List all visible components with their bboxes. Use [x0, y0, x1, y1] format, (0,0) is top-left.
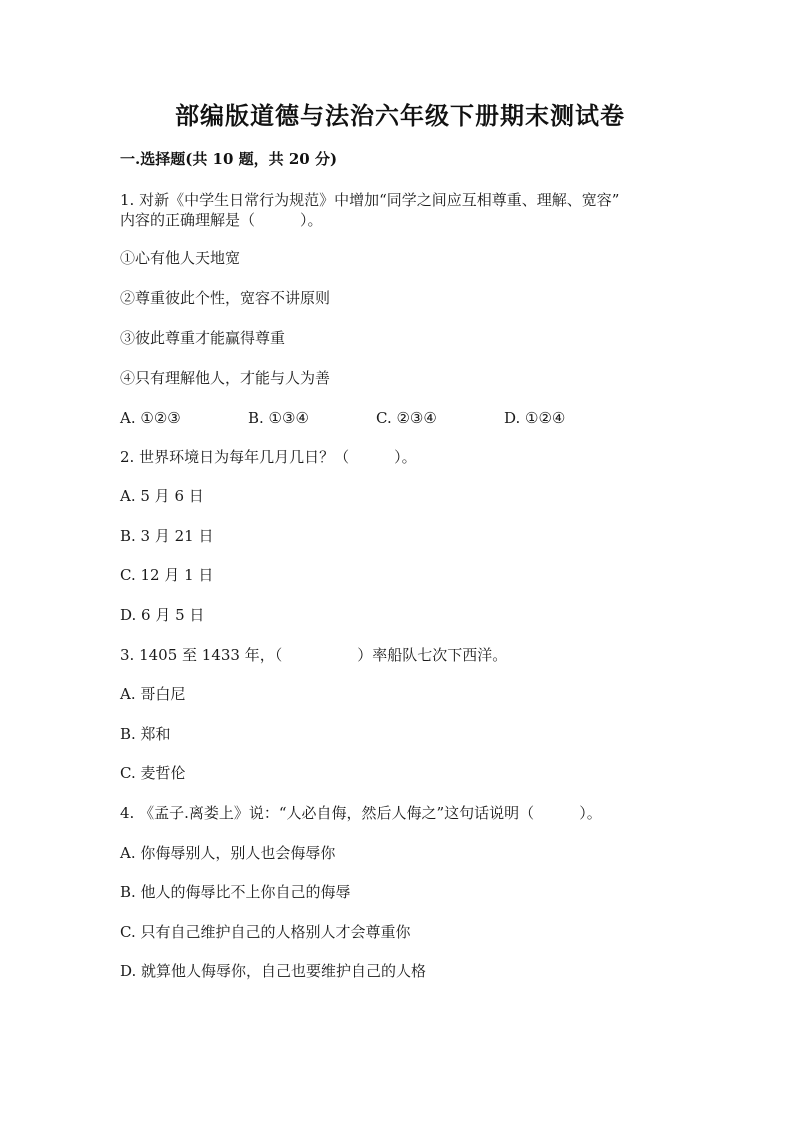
question-1-item-4: ④只有理解他人，才能与人为善	[120, 369, 331, 387]
page-title: 部编版道德与法治六年级下册期末测试卷	[175, 101, 625, 130]
question-4-option-a[interactable]: A. 你侮辱别人，别人也会侮辱你	[120, 844, 336, 862]
section-heading: 一.选择题(共 10 题，共 20 分)	[120, 150, 338, 168]
question-3-stem: 3. 1405 至 1433 年，（ ）率船队七次下西洋。	[120, 646, 508, 664]
question-2-option-d[interactable]: D. 6 月 5 日	[120, 606, 205, 624]
question-4-option-c[interactable]: C. 只有自己维护自己的人格别人才会尊重你	[120, 923, 411, 941]
question-1-item-3: ③彼此尊重才能赢得尊重	[120, 329, 286, 347]
question-1-stem-line-2: 内容的正确理解是（ ）。	[120, 211, 323, 229]
question-2-option-c[interactable]: C. 12 月 1 日	[120, 566, 214, 584]
question-4-stem: 4. 《孟子.离娄上》说：“人必自侮，然后人侮之”这句话说明（ ）。	[120, 804, 602, 822]
question-1-item-2: ②尊重彼此个性，宽容不讲原则	[120, 289, 331, 307]
question-4-option-b[interactable]: B. 他人的侮辱比不上你自己的侮辱	[120, 883, 351, 901]
question-1-stem-line-1: 1. 对新《中学生日常行为规范》中增加“同学之间应互相尊重、理解、宽容”	[120, 191, 620, 209]
question-2-option-b[interactable]: B. 3 月 21 日	[120, 527, 214, 545]
question-1-option-b[interactable]: B. ①③④	[248, 409, 309, 427]
question-1-option-d[interactable]: D. ①②④	[504, 409, 566, 427]
question-3-option-b[interactable]: B. 郑和	[120, 725, 171, 743]
question-3-option-a[interactable]: A. 哥白尼	[120, 685, 186, 703]
question-3-option-c[interactable]: C. 麦哲伦	[120, 764, 186, 782]
question-1-option-c[interactable]: C. ②③④	[376, 409, 437, 427]
question-1-item-1: ①心有他人天地宽	[120, 249, 241, 267]
question-2-stem: 2. 世界环境日为每年几月几日？（ ）。	[120, 448, 417, 466]
question-2-option-a[interactable]: A. 5 月 6 日	[120, 487, 204, 505]
question-1-option-a[interactable]: A. ①②③	[120, 409, 181, 427]
question-1-options	[120, 408, 640, 428]
question-4-option-d[interactable]: D. 就算他人侮辱你，自己也要维护自己的人格	[120, 962, 427, 980]
